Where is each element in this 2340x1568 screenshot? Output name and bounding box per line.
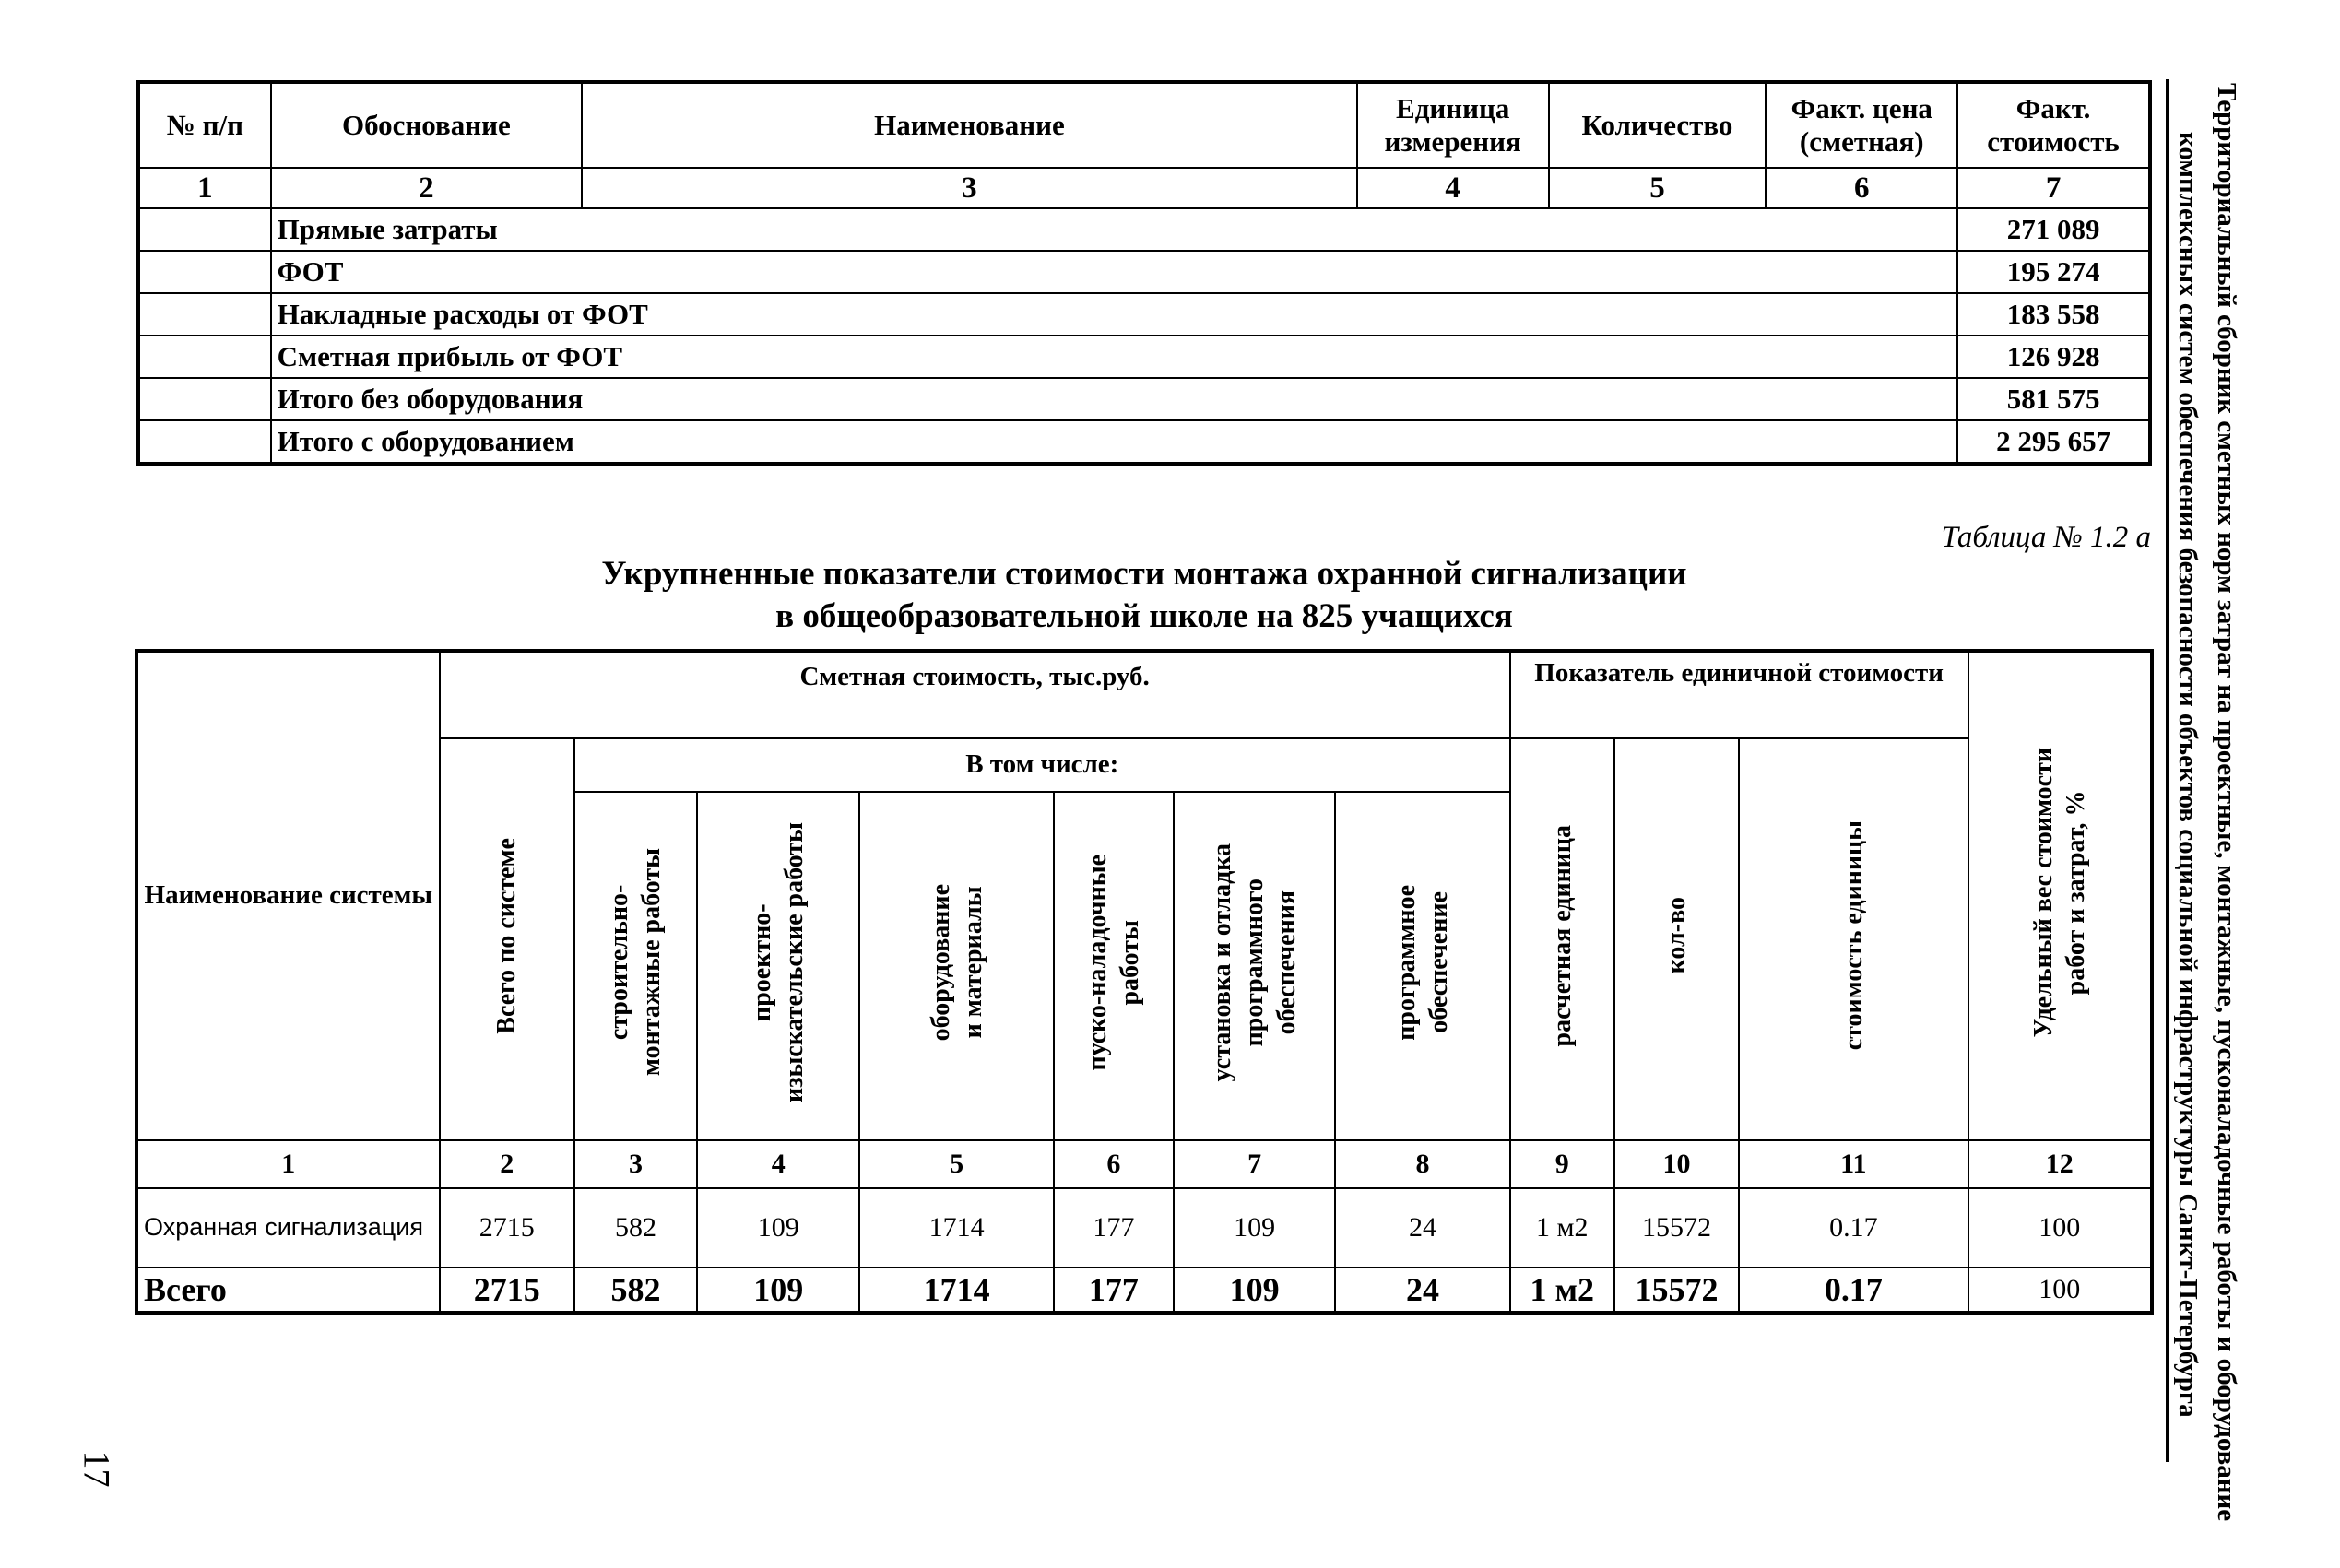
t1-header-qty: Количество [1549,82,1767,168]
t1-empty-cell [138,293,271,336]
t1-empty-cell [138,208,271,251]
t2-cell: 0.17 [1739,1188,1968,1267]
t1-colnum: 3 [582,168,1357,208]
t1-colnum: 7 [1957,168,2150,208]
t1-colnum: 2 [271,168,582,208]
t2-total-name: Всего [136,1267,440,1313]
t2-col-software-setup [1174,792,1335,1140]
running-header-line: Территориальный сборник сметных норм затрат на проектные, монтажные, пусконаладочные работы и оборудование [2212,83,2241,1522]
t2-header-cost: Сметная стоимость, тыс.руб. [440,651,1510,738]
t1-colnum: 1 [138,168,271,208]
t1-row-value: 183 558 [1957,293,2150,336]
table-row [138,336,2150,378]
t1-row-value: 195 274 [1957,251,2150,293]
t1-header-basis: Обоснование [271,82,582,168]
t2-header-weight [1968,651,2152,1140]
t2-cell: 1714 [859,1188,1053,1267]
t1-row-name: Итого с оборудованием [271,420,1958,464]
t1-header-name: Наименование [582,82,1357,168]
t2-cell: 109 [1174,1188,1335,1267]
t2-total-row [136,1267,2152,1313]
t2-total-cell: 109 [1174,1267,1335,1313]
t2-col-total [440,738,574,1140]
t2-col-equipment [859,792,1053,1140]
t2-header-including: В том числе: [574,738,1510,792]
t1-row-name: Сметная прибыль от ФОТ [271,336,1958,378]
security-alarm-cost-table [135,649,2154,1315]
t2-col-calc-unit [1510,738,1614,1140]
t1-row-value: 271 089 [1957,208,2150,251]
table-row [136,1188,2152,1267]
t2-header-row-1 [136,651,2152,738]
t2-colnum: 10 [1614,1140,1739,1188]
t1-row-value: 581 575 [1957,378,2150,420]
t2-header-system: Наименование системы [136,651,440,1140]
table-row [138,378,2150,420]
t2-col-label: Всего по системе [492,837,522,1034]
t2-total-cell: 100 [1968,1267,2152,1313]
t2-total-cell: 109 [697,1267,859,1313]
t1-header-unit: Единица измерения [1357,82,1549,168]
t2-total-cell: 1 м2 [1510,1267,1614,1313]
table1-column-numbers [138,168,2150,208]
t1-empty-cell [138,336,271,378]
t2-col-construction [574,792,697,1140]
t2-colnum: 12 [1968,1140,2152,1188]
t2-cell: 582 [574,1188,697,1267]
cost-summary-table [136,80,2152,466]
t2-col-unit-price [1739,738,1968,1140]
t1-row-value: 2 295 657 [1957,420,2150,464]
t2-colnum: 1 [136,1140,440,1188]
t1-header-price: Факт. цена (сметная) [1766,82,1957,168]
t2-cell: 1 м2 [1510,1188,1614,1267]
table-row [138,251,2150,293]
table-row [138,293,2150,336]
t2-cell: 15572 [1614,1188,1739,1267]
t1-colnum: 5 [1549,168,1767,208]
t2-colnum: 4 [697,1140,859,1188]
t2-colnum: 7 [1174,1140,1335,1188]
t2-colnum: 5 [859,1140,1053,1188]
t2-col-commissioning [1054,792,1174,1140]
t2-header-row-2 [136,738,2152,792]
t2-cell: 177 [1054,1188,1174,1267]
t2-total-cell: 15572 [1614,1267,1739,1313]
table-title-line: в общеобразовательной школе на 825 учащихся [775,597,1513,635]
t2-header-weight-text: Удельный вес стоимости работ и затрат, % [2028,747,2090,1038]
t1-empty-cell [138,378,271,420]
t2-cell: 24 [1335,1188,1509,1267]
t2-cell: 2715 [440,1188,574,1267]
t2-cell: 109 [697,1188,859,1267]
t2-total-cell: 177 [1054,1267,1174,1313]
t2-col-label: строительно- монтажные работы [605,848,667,1077]
t1-empty-cell [138,251,271,293]
side-divider [2166,79,2169,1462]
t2-total-cell: 582 [574,1267,697,1313]
t2-col-label: программное обеспечение [1392,884,1453,1041]
table-row [138,208,2150,251]
t2-col-label: оборудование и материалы [926,883,987,1042]
table-title [136,553,2152,638]
t2-col-label: пуско-наладочные работы [1082,854,1144,1071]
t2-colnum: 6 [1054,1140,1174,1188]
t2-total-cell: 2715 [440,1267,574,1313]
t2-colnum: 11 [1739,1140,1968,1188]
table-caption: Таблица № 1.2 а [1941,521,2151,554]
t1-header-cost: Факт. стоимость [1957,82,2150,168]
table1-header-row [138,82,2150,168]
running-header-line: комплексных систем обеспечения безопасности объектов социальной инфраструктуры Санкт-Петербурга [2173,131,2203,1418]
t1-empty-cell [138,420,271,464]
t2-cell: 100 [1968,1188,2152,1267]
t2-col-label: кол-во [1661,897,1691,974]
t1-colnum: 6 [1766,168,1957,208]
t2-row-name: Охранная сигнализация [136,1188,440,1267]
t2-col-design [697,792,859,1140]
page-number: 17 [76,1450,118,1488]
t1-row-name: Накладные расходы от ФОТ [271,293,1958,336]
t2-colnum: 2 [440,1140,574,1188]
t2-col-label: расчетная единица [1547,824,1577,1047]
t2-col-qty [1614,738,1739,1140]
t2-colnum: 8 [1335,1140,1509,1188]
t2-col-label: проектно- изыскательские работы [748,822,810,1102]
t2-header-unit-cost: Показатель единичной стоимости [1510,651,1968,738]
t1-row-name: Итого без оборудования [271,378,1958,420]
t2-col-label: установка и отладка программного обеспечения [1208,843,1302,1082]
t1-row-name: Прямые затраты [271,208,1958,251]
t1-header-num: № п/п [138,82,271,168]
table-title-line: Укрупненные показатели стоимости монтажа охранной сигнализации [601,555,1687,593]
t2-col-label: стоимость единицы [1838,820,1868,1051]
t2-column-numbers [136,1140,2152,1188]
t1-row-name: ФОТ [271,251,1958,293]
table-row [138,420,2150,464]
t2-total-cell: 0.17 [1739,1267,1968,1313]
t2-total-cell: 1714 [859,1267,1053,1313]
t2-colnum: 3 [574,1140,697,1188]
t1-colnum: 4 [1357,168,1549,208]
t2-col-software [1335,792,1509,1140]
t1-row-value: 126 928 [1957,336,2150,378]
t2-colnum: 9 [1510,1140,1614,1188]
t2-total-cell: 24 [1335,1267,1509,1313]
